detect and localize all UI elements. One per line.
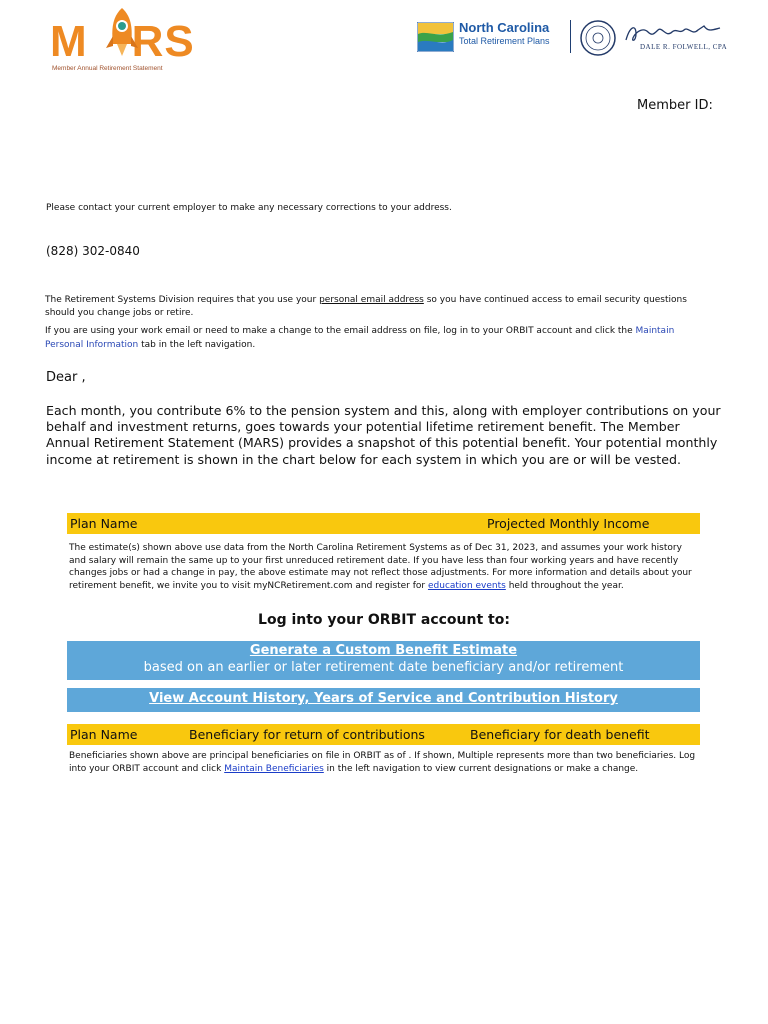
intro-paragraph: Each month, you contribute 6% to the pension system and this, along with employer contributions on your behalf and investment returns, goes towards your potential lifetime retirement benefit. The Member Annual Retirement Statement (MARS) provides a snapshot of this potential benefit. Your potential monthly income at retirement is shown in the chart below for each system in which you are or will be vested. — [46, 403, 721, 467]
estimate-note-text: The estimate(s) shown above use data from the North Carolina Retirement Systems as of Dec 31, 2023, and assumes your work history and salary will remain the same up to your first unreduced retirement date. If you have less than four working years and have recently changes jobs or had a change in pay, the above estimate may not reflect those adjustments. For more information and details about your retirement benefit, we invite you to visit myNCRetirement.com and register for — [69, 543, 692, 591]
beneficiary-note-text: Beneficiaries shown above are principal beneficiaries on file in ORBIT as of . If shown, Multiple represents more than two beneficiaries. Log into your ORBIT account and click — [69, 751, 696, 774]
mars-tagline: Member Annual Retirement Statement — [52, 65, 163, 72]
email-notice-paragraph — [45, 294, 715, 320]
header-divider — [570, 20, 571, 53]
agency-subtitle: Total Retirement Plans — [459, 36, 550, 46]
mars-letter-m: M — [50, 17, 88, 66]
income-table-header — [67, 513, 700, 534]
mars-letters-rs: RS — [131, 17, 195, 66]
education-events-link[interactable]: education events — [427, 580, 506, 591]
col-plan-name: Plan Name — [70, 727, 138, 742]
generate-estimate-title[interactable]: Generate a Custom Benefit Estimate — [249, 643, 518, 658]
email-notice-text: The Retirement Systems Division requires that you use your — [45, 295, 320, 305]
estimate-note — [69, 542, 699, 592]
beneficiary-note — [69, 750, 699, 776]
member-id-label: Member ID: — [637, 98, 713, 113]
generate-estimate-button[interactable] — [67, 641, 700, 680]
col-plan-name: Plan Name — [70, 516, 138, 531]
beneficiary-table-header — [67, 724, 700, 745]
email-change-paragraph — [45, 325, 715, 352]
beneficiary-note-text-end: in the left navigation to view current designations or make a change. — [323, 763, 639, 774]
email-change-text: If you are using your work email or need to make a change to the email address on file, log in to your ORBIT account and click the — [45, 326, 636, 336]
treasurer-seal-icon — [579, 19, 617, 57]
view-account-history-title[interactable]: View Account History, Years of Service and Contribution History — [149, 691, 618, 706]
address-correction-note: Please contact your current employer to make any necessary corrections to your address. — [46, 203, 452, 213]
nc-landscape-icon — [417, 22, 454, 52]
email-notice-text-end: so you have continued access to email security questions should you change jobs or retire. — [45, 295, 687, 318]
personal-email-link[interactable]: personal email address — [319, 295, 424, 305]
generate-estimate-subtitle: based on an earlier or later retirement date beneficiary and/or retirement — [143, 660, 624, 675]
col-return-beneficiary: Beneficiary for return of contributions — [189, 727, 425, 742]
email-change-text-end: tab in the left navigation. — [138, 339, 256, 350]
col-death-beneficiary: Beneficiary for death benefit — [470, 727, 650, 742]
signature-name: DALE R. FOLWELL, CPA — [640, 43, 728, 51]
agency-title: North Carolina — [459, 20, 550, 35]
rocket-icon — [100, 6, 144, 66]
mars-logo — [50, 6, 200, 76]
estimate-note-text-end: held throughout the year. — [505, 580, 624, 591]
view-account-history-button[interactable] — [67, 688, 700, 712]
phone-number: (828) 302-0840 — [46, 244, 140, 258]
greeting: Dear , — [46, 370, 86, 385]
maintain-personal-info-link[interactable]: Maintain Personal Information — [45, 326, 675, 350]
col-projected-income: Projected Monthly Income — [487, 516, 650, 531]
maintain-beneficiaries-link[interactable]: Maintain Beneficiaries — [224, 763, 324, 774]
orbit-heading: Log into your ORBIT account to: — [258, 612, 510, 628]
